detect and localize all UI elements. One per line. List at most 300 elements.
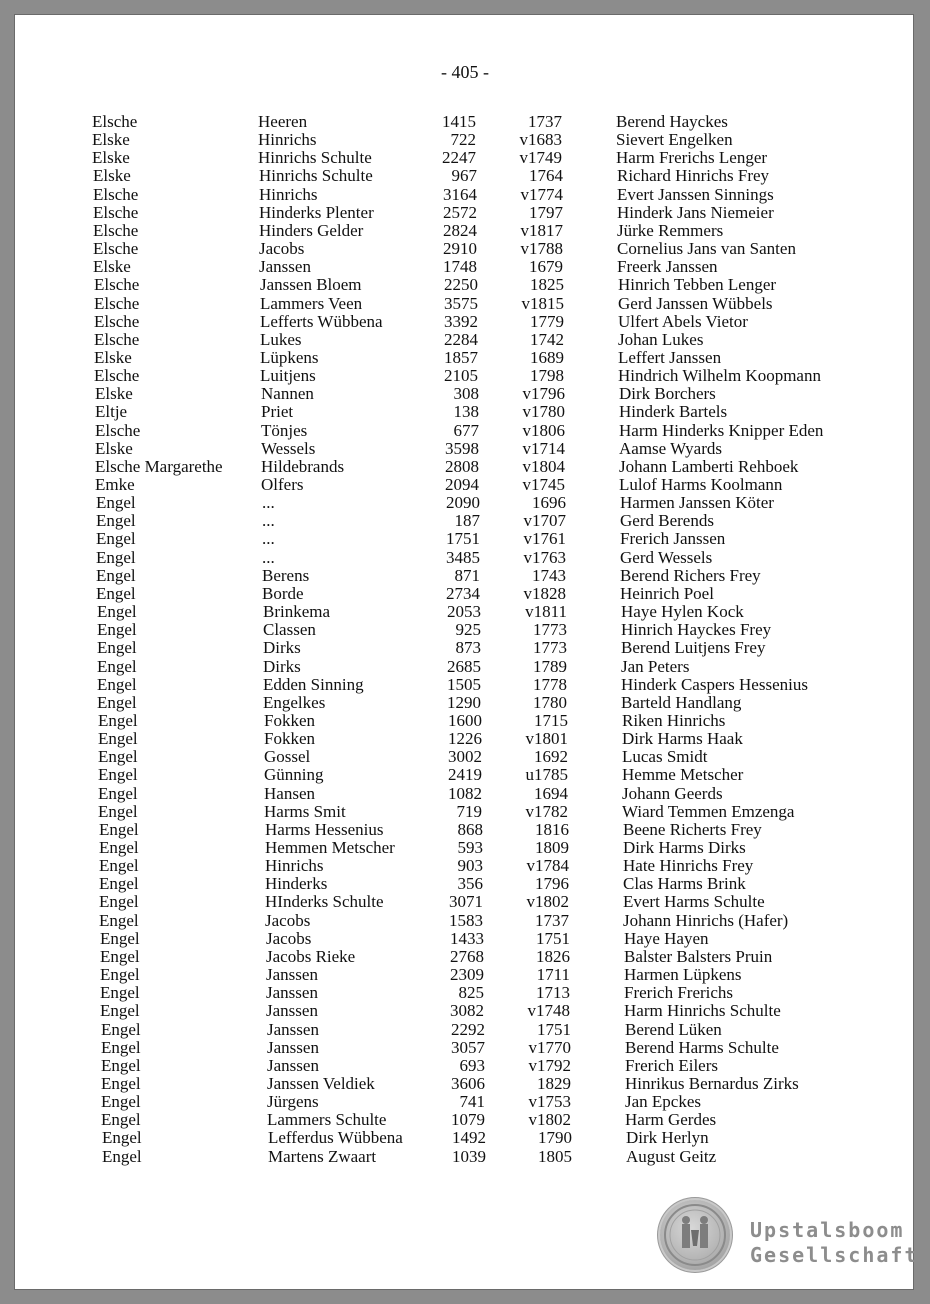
cell-year: 1779 (530, 311, 564, 331)
cell-number: 3002 (448, 747, 482, 767)
cell-first-name: Elske (95, 438, 133, 458)
cell-year: v1802 (528, 1110, 571, 1130)
cell-first-name: Engel (97, 656, 137, 676)
cell-first-name: Engel (98, 765, 138, 785)
cell-first-name: Engel (97, 638, 137, 658)
cell-number: 677 (453, 420, 479, 440)
cell-surname: Hinrichs Schulte (259, 166, 373, 186)
cell-year: u1785 (525, 765, 568, 785)
cell-surname: Hinrichs (258, 130, 317, 150)
table-row (8, 966, 930, 984)
cell-first-name: Elsche (93, 220, 139, 240)
coat-of-arms-seal-icon (660, 1200, 730, 1270)
brand-name-line1: Upstalsboom (750, 1218, 905, 1242)
cell-number: 3598 (445, 438, 479, 458)
cell-spouse: Frerich Frerichs (624, 983, 734, 1003)
cell-surname: Tönjes (261, 420, 308, 440)
table-row (1, 167, 930, 185)
cell-surname: Hinders Gelder (259, 220, 364, 240)
cell-year: v1788 (520, 239, 563, 259)
cell-number: 138 (453, 402, 479, 422)
cell-surname: Dirks (263, 638, 301, 658)
cell-spouse: Berend Luitjens Frey (621, 638, 766, 658)
cell-number: 2685 (447, 656, 481, 676)
cell-year: v1774 (520, 184, 563, 204)
cell-year: v1802 (526, 892, 569, 912)
cell-number: 1748 (443, 257, 477, 277)
cell-number: 187 (454, 511, 480, 531)
cell-first-name: Elsche (94, 275, 140, 295)
cell-year: v1714 (522, 438, 565, 458)
cell-number: 1039 (452, 1146, 486, 1166)
table-row (1, 258, 930, 276)
table-row (7, 857, 930, 875)
cell-number: 1600 (448, 710, 482, 730)
cell-number: 1505 (447, 674, 481, 694)
cell-number: 2247 (442, 148, 476, 168)
cell-spouse: Hinrich Tebben Lenger (618, 275, 777, 295)
cell-first-name: Engel (100, 946, 140, 966)
cell-first-name: Elsche (93, 202, 139, 222)
cell-number: 593 (457, 838, 483, 857)
cell-year: 1696 (532, 493, 566, 513)
cell-year: 1689 (530, 347, 564, 367)
cell-first-name: Engel (97, 692, 137, 712)
cell-first-name: Elske (95, 384, 133, 404)
cell-year: 1751 (537, 1019, 571, 1039)
cell-spouse: Freerk Janssen (617, 257, 718, 277)
cell-number: 3082 (450, 1001, 484, 1021)
cell-year: v1796 (522, 384, 565, 404)
cell-first-name: Engel (101, 1019, 141, 1039)
cell-number: 308 (453, 384, 479, 404)
cell-spouse: Berend Harms Schulte (625, 1037, 779, 1057)
cell-first-name: Engel (100, 983, 140, 1003)
cell-surname: Brinkema (263, 602, 331, 622)
cell-year: 1713 (536, 983, 570, 1003)
cell-surname: Hansen (264, 783, 315, 803)
cell-spouse: Aamse Wyards (619, 438, 722, 458)
cell-number: 3057 (451, 1037, 485, 1057)
table-row (5, 639, 930, 657)
cell-surname: Jacobs (266, 928, 312, 948)
cell-number: 1751 (446, 529, 480, 549)
cell-year: v1782 (525, 801, 568, 821)
cell-first-name: Engel (102, 1128, 142, 1148)
cell-first-name: Engel (97, 620, 137, 640)
cell-surname: Hildebrands (261, 456, 345, 476)
cell-surname: ... (262, 493, 275, 513)
cell-number: 2094 (445, 475, 479, 494)
cell-number: 1082 (448, 783, 482, 803)
cell-number: 1079 (451, 1110, 485, 1130)
cell-first-name: Engel (99, 838, 139, 857)
cell-surname: Janssen (266, 1001, 318, 1021)
cell-number: 2053 (447, 602, 481, 622)
cell-surname: Hinderks Plenter (259, 202, 374, 222)
cell-first-name: Engel (96, 547, 136, 567)
cell-surname: Jacobs (259, 239, 305, 259)
cell-spouse: Harmen Lüpkens (624, 965, 742, 985)
cell-spouse: Hinderk Bartels (619, 402, 728, 422)
cell-surname: Berens (262, 565, 310, 585)
cell-surname: Nannen (261, 384, 314, 404)
cell-spouse: Riken Hinrichs (622, 710, 726, 730)
cell-spouse: Dirk Herlyn (626, 1128, 709, 1148)
cell-spouse: Gerd Wessels (620, 547, 713, 567)
cell-surname: HInderks Schulte (265, 892, 384, 912)
cell-year: 1679 (529, 257, 563, 277)
cell-number: 903 (457, 856, 483, 876)
cell-spouse: Cornelius Jans van Santen (617, 239, 796, 259)
cell-year: 1798 (530, 366, 564, 386)
cell-surname: Janssen (267, 1019, 319, 1039)
cell-year: v1784 (526, 856, 569, 876)
cell-surname: Fokken (264, 729, 315, 749)
cell-number: 1433 (450, 928, 484, 948)
cell-number: 3606 (451, 1073, 485, 1093)
cell-spouse: Sievert Engelken (616, 130, 733, 150)
cell-number: 1583 (449, 910, 483, 930)
cell-year: 1809 (535, 838, 569, 857)
cell-year: v1811 (525, 602, 567, 622)
cell-year: 1773 (533, 638, 567, 658)
cell-number: 2734 (446, 583, 480, 603)
cell-number: 2572 (443, 202, 477, 222)
cell-surname: Hinderks (265, 874, 328, 894)
cell-spouse: Leffert Janssen (618, 347, 722, 367)
cell-year: 1825 (530, 275, 564, 295)
cell-surname: Fokken (264, 710, 315, 730)
cell-surname: Olfers (261, 475, 304, 494)
cell-number: 967 (451, 166, 477, 186)
cell-first-name: Engel (98, 747, 138, 767)
cell-surname: Lammers Veen (260, 293, 363, 313)
cell-first-name: Engel (97, 674, 137, 694)
cell-spouse: Hindrich Wilhelm Koopmann (618, 366, 821, 386)
table-row (5, 621, 930, 639)
cell-spouse: Jan Peters (621, 656, 690, 676)
table-row (6, 766, 930, 784)
table-row (7, 821, 930, 839)
cell-first-name: Engel (100, 965, 140, 985)
table-row (9, 1111, 930, 1129)
cell-spouse: Hinderk Jans Niemeier (617, 202, 774, 222)
cell-spouse: Hinderk Caspers Hessenius (621, 674, 808, 694)
cell-number: 2808 (445, 456, 479, 476)
cell-surname: Jacobs Rieke (266, 946, 356, 966)
table-row (6, 803, 930, 821)
cell-number: 825 (458, 983, 484, 1003)
cell-surname: Priet (261, 402, 294, 422)
cell-year: 1715 (534, 710, 568, 730)
cell-year: 1778 (533, 674, 567, 694)
cell-first-name: Engel (96, 565, 136, 585)
cell-surname: Lüpkens (260, 347, 319, 367)
cell-number: 1415 (442, 112, 476, 131)
cell-year: 1737 (535, 910, 569, 930)
table-row (3, 458, 930, 476)
cell-first-name: Engel (96, 583, 136, 603)
cell-surname: Wessels (261, 438, 316, 458)
cell-year: 1780 (533, 692, 567, 712)
cell-year: v1780 (522, 402, 565, 422)
cell-number: 719 (456, 801, 482, 821)
cell-year: 1796 (535, 874, 569, 894)
cell-first-name: Engel (100, 1001, 140, 1021)
table-row (3, 385, 930, 403)
table-row (1, 204, 930, 222)
table-row (7, 875, 930, 893)
cell-first-name: Engel (99, 874, 139, 894)
table-row (0, 149, 930, 167)
cell-spouse: Evert Janssen Sinnings (617, 184, 774, 204)
cell-spouse: Harmen Janssen Köter (620, 493, 774, 513)
cell-spouse: Frerich Eilers (625, 1055, 718, 1075)
cell-spouse: Haye Hayen (624, 928, 709, 948)
cell-first-name: Engel (99, 819, 139, 839)
cell-surname: Jürgens (267, 1092, 319, 1112)
cell-surname: Janssen (267, 1055, 319, 1075)
cell-surname: Heeren (258, 112, 308, 131)
cell-number: 3485 (446, 547, 480, 567)
cell-spouse: August Geitz (626, 1146, 717, 1166)
cell-number: 2309 (450, 965, 484, 985)
cell-surname: Luitjens (260, 366, 316, 386)
cell-spouse: Dirk Harms Haak (622, 729, 743, 749)
cell-surname: Janssen (266, 983, 318, 1003)
cell-number: 1226 (448, 729, 482, 749)
table-row (2, 276, 930, 294)
table-row (2, 331, 930, 349)
table-row (9, 1093, 930, 1111)
cell-first-name: Engel (101, 1092, 141, 1112)
cell-surname: ... (262, 529, 275, 549)
table-row (4, 549, 930, 567)
cell-year: 1797 (529, 202, 563, 222)
cell-spouse: Berend Lüken (625, 1019, 722, 1039)
cell-surname: Hinrichs (259, 184, 318, 204)
table-row (7, 912, 930, 930)
cell-number: 722 (450, 130, 476, 150)
cell-number: 1492 (452, 1128, 486, 1148)
cell-first-name: Elsche (94, 366, 140, 386)
cell-year: v1817 (520, 220, 563, 240)
cell-number: 871 (454, 565, 480, 585)
cell-number: 2824 (443, 220, 477, 240)
cell-spouse: Richard Hinrichs Frey (617, 166, 770, 186)
cell-number: 2910 (443, 239, 477, 259)
cell-year: 1711 (536, 965, 570, 985)
cell-number: 356 (457, 874, 483, 894)
cell-year: 1816 (535, 819, 569, 839)
cell-number: 693 (459, 1055, 485, 1075)
cell-year: 1789 (533, 656, 567, 676)
cell-year: v1749 (519, 148, 562, 168)
table-row (5, 676, 930, 694)
cell-spouse: Heinrich Poel (620, 583, 714, 603)
cell-year: v1792 (528, 1055, 571, 1075)
cell-first-name: Elsche (92, 112, 138, 131)
cell-year: 1751 (536, 928, 570, 948)
table-row (8, 1002, 930, 1020)
cell-surname: Janssen (266, 965, 318, 985)
cell-first-name: Engel (101, 1110, 141, 1130)
cell-number: 2292 (451, 1019, 485, 1039)
cell-spouse: Jürke Remmers (617, 220, 724, 240)
cell-first-name: Engel (96, 493, 136, 513)
cell-year: 1764 (529, 166, 563, 186)
cell-number: 873 (455, 638, 481, 658)
cell-spouse: Berend Richers Frey (620, 565, 761, 585)
cell-year: 1790 (538, 1128, 572, 1148)
cell-spouse: Evert Harms Schulte (623, 892, 765, 912)
cell-first-name: Engel (101, 1037, 141, 1057)
cell-spouse: Dirk Harms Dirks (623, 838, 746, 857)
table-row (3, 476, 930, 494)
cell-first-name: Engel (98, 729, 138, 749)
cell-year: v1801 (525, 729, 568, 749)
cell-surname: ... (262, 511, 275, 531)
table-row (8, 930, 930, 948)
table-row (2, 295, 930, 313)
table-row (3, 440, 930, 458)
cell-number: 2768 (450, 946, 484, 966)
table-row (8, 984, 930, 1002)
cell-surname: Lefferdus Wübbena (268, 1128, 403, 1148)
cell-year: 1805 (538, 1146, 572, 1166)
cell-spouse: Gerd Janssen Wübbels (618, 293, 773, 313)
cell-surname: Janssen Bloem (260, 275, 362, 295)
cell-year: v1748 (527, 1001, 570, 1021)
cell-surname: Janssen (259, 257, 311, 277)
table-row (2, 313, 930, 331)
table-row (5, 694, 930, 712)
cell-first-name: Engel (101, 1073, 141, 1093)
cell-surname: ... (262, 547, 275, 567)
cell-spouse: Harm Gerdes (625, 1110, 717, 1130)
cell-spouse: Harm Frerichs Lenger (616, 148, 768, 168)
cell-year: 1829 (537, 1073, 571, 1093)
table-row (10, 1129, 930, 1147)
table-row (4, 512, 930, 530)
cell-year: 1826 (536, 946, 570, 966)
cell-year: v1770 (528, 1037, 571, 1057)
cell-number: 2419 (448, 765, 482, 785)
cell-spouse: Frerich Janssen (620, 529, 726, 549)
table-row (1, 240, 930, 258)
cell-year: v1763 (523, 547, 566, 567)
cell-surname: Engelkes (263, 692, 326, 712)
cell-year: v1683 (519, 130, 562, 150)
cell-spouse: Hate Hinrichs Frey (623, 856, 754, 876)
cell-surname: Harms Smit (264, 801, 346, 821)
table-row (2, 367, 930, 385)
cell-number: 3392 (444, 311, 478, 331)
table-row (5, 658, 930, 676)
table-row (1, 186, 930, 204)
table-row (0, 113, 930, 131)
cell-number: 3575 (444, 293, 478, 313)
table-row (4, 494, 930, 512)
cell-number: 3071 (449, 892, 483, 912)
cell-first-name: Elsche (94, 293, 140, 313)
cell-number: 2105 (444, 366, 478, 386)
cell-surname: Edden Sinning (263, 674, 364, 694)
cell-surname: Classen (263, 620, 316, 640)
cell-surname: Martens Zwaart (268, 1146, 377, 1166)
table-row (6, 748, 930, 766)
table-row (4, 585, 930, 603)
table-row (1, 222, 930, 240)
cell-first-name: Elske (93, 166, 131, 186)
cell-number: 1857 (444, 347, 478, 367)
table-row (9, 1021, 930, 1039)
cell-spouse: Balster Balsters Pruin (624, 946, 773, 966)
cell-first-name: Engel (96, 511, 136, 531)
cell-surname: Borde (262, 583, 304, 603)
cell-number: 868 (457, 819, 483, 839)
table-row (9, 1057, 930, 1075)
cell-first-name: Engel (99, 892, 139, 912)
cell-year: v1815 (521, 293, 564, 313)
cell-year: 1692 (534, 747, 568, 767)
cell-surname: Hinrichs (265, 856, 324, 876)
cell-first-name: Elsche Margarethe (95, 456, 223, 476)
cell-first-name: Engel (101, 1055, 141, 1075)
cell-surname: Janssen (267, 1037, 319, 1057)
cell-first-name: Emke (95, 475, 135, 494)
cell-first-name: Elske (92, 130, 130, 150)
cell-spouse: Johan Lukes (618, 329, 704, 349)
cell-surname: Jacobs (265, 910, 311, 930)
cell-year: v1806 (522, 420, 565, 440)
cell-first-name: Engel (96, 529, 136, 549)
cell-first-name: Elske (93, 257, 131, 277)
cell-surname: Gossel (264, 747, 311, 767)
cell-spouse: Wiard Temmen Emzenga (622, 801, 795, 821)
table-row (0, 131, 930, 149)
cell-spouse: Berend Hayckes (616, 112, 728, 131)
cell-first-name: Elsche (93, 239, 139, 259)
cell-spouse: Lulof Harms Koolmann (619, 475, 783, 494)
table-row (9, 1039, 930, 1057)
cell-spouse: Harm Hinderks Knipper Eden (619, 420, 824, 440)
cell-spouse: Clas Harms Brink (623, 874, 746, 894)
table-row (6, 785, 930, 803)
cell-spouse: Hinrikus Bernardus Zirks (625, 1073, 799, 1093)
cell-year: 1694 (534, 783, 568, 803)
table-row (8, 948, 930, 966)
cell-number: 3164 (443, 184, 477, 204)
cell-year: v1753 (528, 1092, 571, 1112)
cell-first-name: Elsche (94, 311, 140, 331)
cell-spouse: Johann Hinrichs (Hafer) (623, 910, 789, 930)
cell-first-name: Engel (98, 783, 138, 803)
cell-surname: Günning (264, 765, 324, 785)
cell-year: v1745 (522, 475, 565, 494)
cell-spouse: Haye Hylen Kock (621, 602, 744, 622)
cell-spouse: Dirk Borchers (619, 384, 716, 404)
cell-surname: Lukes (260, 329, 302, 349)
cell-number: 741 (459, 1092, 485, 1112)
cell-number: 1290 (447, 692, 481, 712)
cell-spouse: Lucas Smidt (622, 747, 708, 767)
cell-year: v1761 (523, 529, 566, 549)
cell-first-name: Elske (94, 347, 132, 367)
cell-spouse: Ulfert Abels Vietor (618, 311, 748, 331)
cell-year: v1707 (523, 511, 566, 531)
